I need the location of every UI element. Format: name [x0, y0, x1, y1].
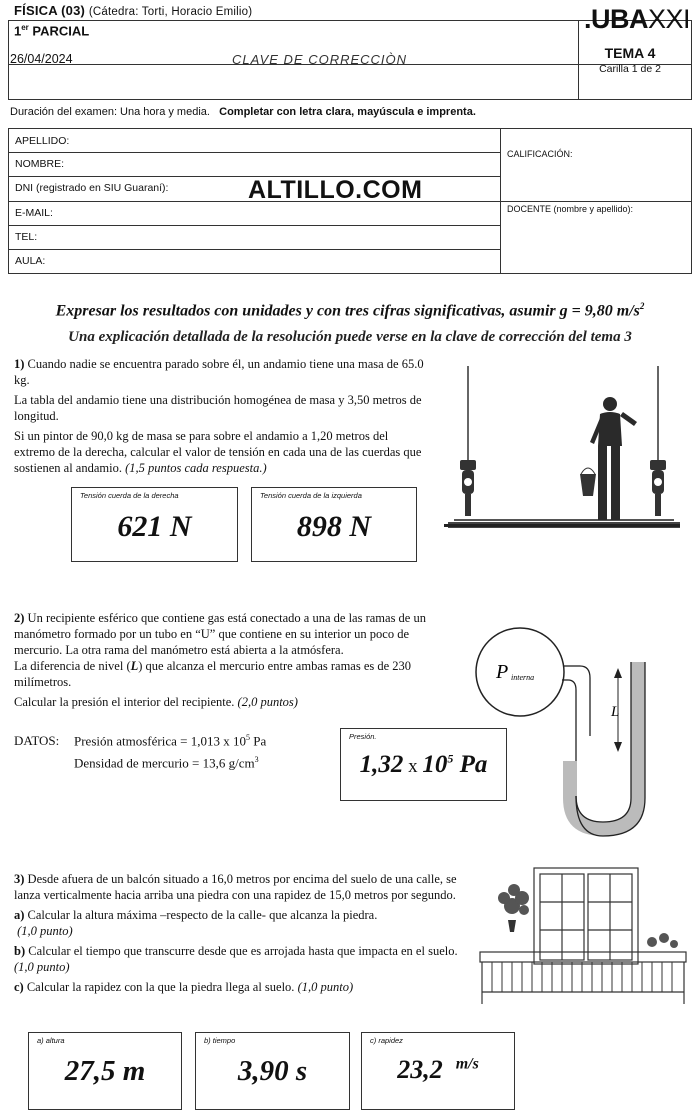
problem-3c: c) Calcular la rapidez con la que la piedra llega al suelo. (1,0 punto)	[14, 980, 354, 994]
answer-label: c) rapidez	[370, 1036, 403, 1045]
problem-2-text	[14, 610, 460, 710]
answer-box-tension-derecha	[71, 487, 238, 562]
answer-box-tension-izquierda	[251, 487, 417, 562]
answer-box-altura	[28, 1032, 182, 1110]
problem-2-p2: La diferencia de nivel (L) que alcanza el mercurio entre ambas ramas es de 230 milímetros.	[14, 659, 412, 689]
parcial-label: 1er PARCIAL	[14, 23, 90, 39]
datos-densidad: Densidad de mercurio = 13,6 $g/cm^3$	[74, 755, 259, 771]
datos-label: DATOS:	[14, 733, 60, 748]
duracion-text: Duración del examen: Una hora y media. Completar con letra clara, mayúscula e imprenta.	[10, 106, 476, 118]
problem-1-text	[14, 356, 426, 476]
problem-3-p1: 3) Desde afuera de un balcón situado a 16,0 metros por encima del suelo de una calle, se lanza verticalmente hacia arriba una piedra con una rapidez de 15,0 metros por segundo.	[14, 872, 457, 902]
p-interna-subscript: interna	[511, 673, 535, 682]
problem-2-p1: 2) Un recipiente esférico que contiene gas está conectado a una de las ramas de un manómetro formado por un tubo en “U” que contiene en su interior un poco de mercurio. La otra rama del manómetro está abierta a la atmósfera.	[14, 611, 426, 657]
exam-date: 26/04/2024	[10, 52, 73, 66]
problem-1-p1: 1) Cuando nadie se encuentra parado sobre él, un andamio tiene una masa de 65.0 kg.	[14, 357, 424, 387]
problem-3b: b) Calcular el tiempo que transcurre desde que es arrojada hasta que impacta en el suelo. (1,0 punto)	[14, 944, 458, 974]
answer-label: b) tiempo	[204, 1036, 236, 1045]
answer-label: Tensión cuerda de la derecha	[80, 491, 179, 500]
form-divider	[500, 201, 692, 202]
form-divider	[9, 249, 500, 250]
answer-label: Tensión cuerda de la izquierda	[260, 491, 362, 500]
l-label: L	[611, 704, 620, 720]
answer-label: Presión.	[349, 732, 377, 741]
p-interna-label: P	[496, 661, 509, 683]
answer-value: 23,2 $^{m/s}$	[397, 1055, 479, 1084]
watermark: ALTILLO.COM	[248, 176, 423, 204]
problem-3a: a) Calcular la altura máxima –respecto de la calle- que alcanza la piedra. (1,0 punto)	[14, 908, 378, 938]
answer-value: 1,32 x $10^5$ Pa	[359, 751, 488, 778]
clave-title: CLAVE DE CORRECCIÒN	[232, 52, 408, 67]
tema-label: TEMA 4	[604, 45, 656, 61]
uba-xxi-logo: .UBAXXI	[584, 4, 691, 34]
answer-value: 3,90 s	[237, 1055, 308, 1087]
apellido-field[interactable]: APELLIDO:	[15, 135, 70, 147]
problem-2-p3: Calcular la presión el interior del recipiente. (2,0 puntos)	[14, 695, 298, 709]
datos-presion: Presión atmosférica = 1,013 x $10^5$ Pa	[74, 733, 267, 749]
answer-box-rapidez	[361, 1032, 515, 1110]
docente-field[interactable]: DOCENTE (nombre y apellido):	[507, 204, 634, 214]
form-divider	[9, 225, 500, 226]
problem-1-p2: La tabla del andamio tiene una distribución homogénea de masa y 3,50 metros de longitud.	[14, 393, 422, 423]
calificacion-field[interactable]: CALIFICACIÓN:	[507, 149, 573, 159]
problem-3-text	[14, 871, 460, 995]
instructions-line-1: Expresar los resultados con unidades y con tres cifras significativas, asumir g = 9,80 $m/s^2$	[55, 301, 645, 320]
tel-field[interactable]: TEL:	[15, 231, 38, 243]
problem-1-p3: Si un pintor de 90,0 kg de masa se para sobre el andamio a 1,20 metros del extremo de la derecha, calcular el valor de tensión en cada una de las cuerdas que sostienen al andamio. (1,5 puntos cada respuesta.)	[14, 429, 422, 475]
carilla-label: Carilla 1 de 2	[599, 63, 661, 75]
exam-title: FÍSICA (03) (Cátedra: Torti, Horacio Emilio)	[14, 3, 253, 18]
balcony-figure	[474, 862, 688, 1022]
answer-label: a) altura	[37, 1036, 65, 1045]
aula-field[interactable]: AULA:	[15, 255, 46, 267]
answer-value: 898 N	[296, 510, 372, 543]
answer-box-tiempo	[195, 1032, 350, 1110]
nombre-field[interactable]: NOMBRE:	[15, 158, 65, 170]
manometer-figure	[472, 626, 682, 846]
form-divider	[9, 152, 500, 153]
dni-field[interactable]: DNI (registrado en SIU Guaraní):	[15, 182, 169, 194]
scaffold-painter-figure	[440, 364, 685, 542]
answer-value: 27,5 m	[64, 1055, 146, 1087]
email-field[interactable]: E-MAIL:	[15, 207, 53, 219]
answer-value: 621 N	[117, 510, 192, 543]
instructions-line-2: Una explicación detallada de la resolución puede verse en la clave de corrección del tema 3	[68, 329, 632, 345]
